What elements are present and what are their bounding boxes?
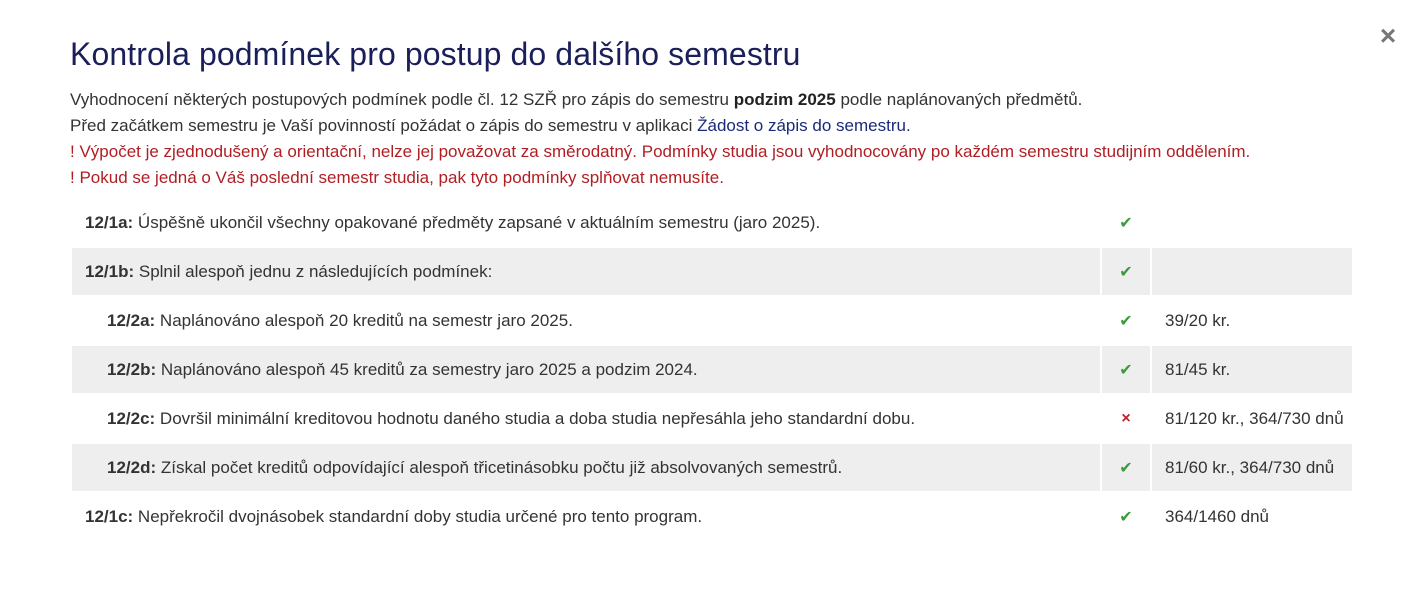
condition-text: Naplánováno alespoň 45 kreditů za semestry jaro 2025 a podzim 2024.	[156, 359, 698, 379]
target-semester: podzim 2025	[733, 90, 836, 109]
condition-code: 12/2d:	[107, 457, 157, 477]
check-icon: ✔	[1119, 508, 1133, 526]
condition-text: Dovršil minimální kreditovou hodnotu daného studia a doba studia nepřesáhla jeho standardní dobu.	[155, 408, 916, 428]
table-row	[72, 346, 1352, 393]
enrollment-request-link[interactable]: Žádost o zápis do semestru	[697, 116, 906, 135]
intro-line-1-post: podle naplánovaných předmětů.	[835, 90, 1083, 109]
intro-line-2-post: .	[905, 116, 911, 135]
condition-cell	[72, 395, 1100, 442]
condition-text: Úspěšně ukončil všechny opakované předměty zapsané v aktuálním semestru (jaro 2025).	[133, 212, 821, 232]
table-row	[72, 297, 1352, 344]
intro-text	[70, 87, 1352, 191]
conditions-table	[70, 197, 1354, 542]
dialog-title: Kontrola podmínek pro postup do dalšího semestru	[70, 36, 801, 72]
condition-cell	[72, 297, 1100, 344]
condition-code: 12/2a:	[107, 310, 156, 330]
cross-icon: ×	[1121, 409, 1131, 427]
condition-text: Získal počet kreditů odpovídající alespoň třicetinásobku počtu již absolvovaných semestrů.	[156, 457, 843, 477]
table-row	[72, 395, 1352, 442]
condition-text: Splnil alespoň jednu z následujících podmínek:	[134, 261, 493, 281]
condition-cell	[72, 346, 1100, 393]
condition-value: 81/45 kr.	[1152, 346, 1352, 393]
condition-text: Naplánováno alespoň 20 kreditů na semestr jaro 2025.	[155, 310, 573, 330]
condition-cell	[72, 493, 1100, 540]
condition-value: 39/20 kr.	[1165, 310, 1231, 330]
condition-value: 81/120 kr., 364/730 dnů	[1165, 408, 1344, 428]
condition-value	[1152, 199, 1352, 246]
condition-code: 12/1b:	[85, 261, 135, 281]
close-icon[interactable]: ×	[1379, 20, 1397, 51]
table-row	[72, 248, 1352, 295]
table-row	[72, 444, 1352, 491]
condition-value: 81/60 kr., 364/730 dnů	[1152, 444, 1352, 491]
check-icon: ✔	[1119, 214, 1133, 232]
table-row	[72, 199, 1352, 246]
check-icon: ✔	[1119, 312, 1133, 330]
intro-line-2-pre: Před začátkem semestru je Vaší povinností požádat o zápis do semestru v aplikaci	[70, 116, 698, 135]
condition-text: Nepřekročil dvojnásobek standardní doby studia určené pro tento program.	[133, 506, 703, 526]
condition-value	[1152, 248, 1352, 295]
warning-simplified: ! Výpočet je zjednodušený a orientační, nelze jej považovat za směrodatný. Podmínky studia jsou vyhodnocovány po každém semestru studijním oddělením.	[70, 142, 1251, 161]
condition-code: 12/1a:	[85, 212, 134, 232]
table-row	[72, 493, 1352, 540]
intro-line-1-pre: Vyhodnocení některých postupových podmínek podle čl. 12 SZŘ pro zápis do semestru	[70, 90, 734, 109]
intro-line-1	[70, 87, 1352, 113]
condition-code: 12/2b:	[107, 359, 157, 379]
condition-cell	[72, 199, 1100, 246]
condition-code: 12/2c:	[107, 408, 156, 428]
condition-cell	[72, 444, 1100, 491]
check-icon: ✔	[1102, 346, 1150, 393]
check-icon: ✔	[1102, 444, 1150, 491]
condition-value: 364/1460 dnů	[1165, 506, 1269, 526]
condition-code: 12/1c:	[85, 506, 134, 526]
warning-last-semester: ! Pokud se jedná o Váš poslední semestr studia, pak tyto podmínky splňovat nemusíte.	[70, 168, 724, 187]
intro-line-2	[70, 113, 1352, 139]
condition-cell	[72, 248, 1100, 295]
check-icon: ✔	[1102, 248, 1150, 295]
